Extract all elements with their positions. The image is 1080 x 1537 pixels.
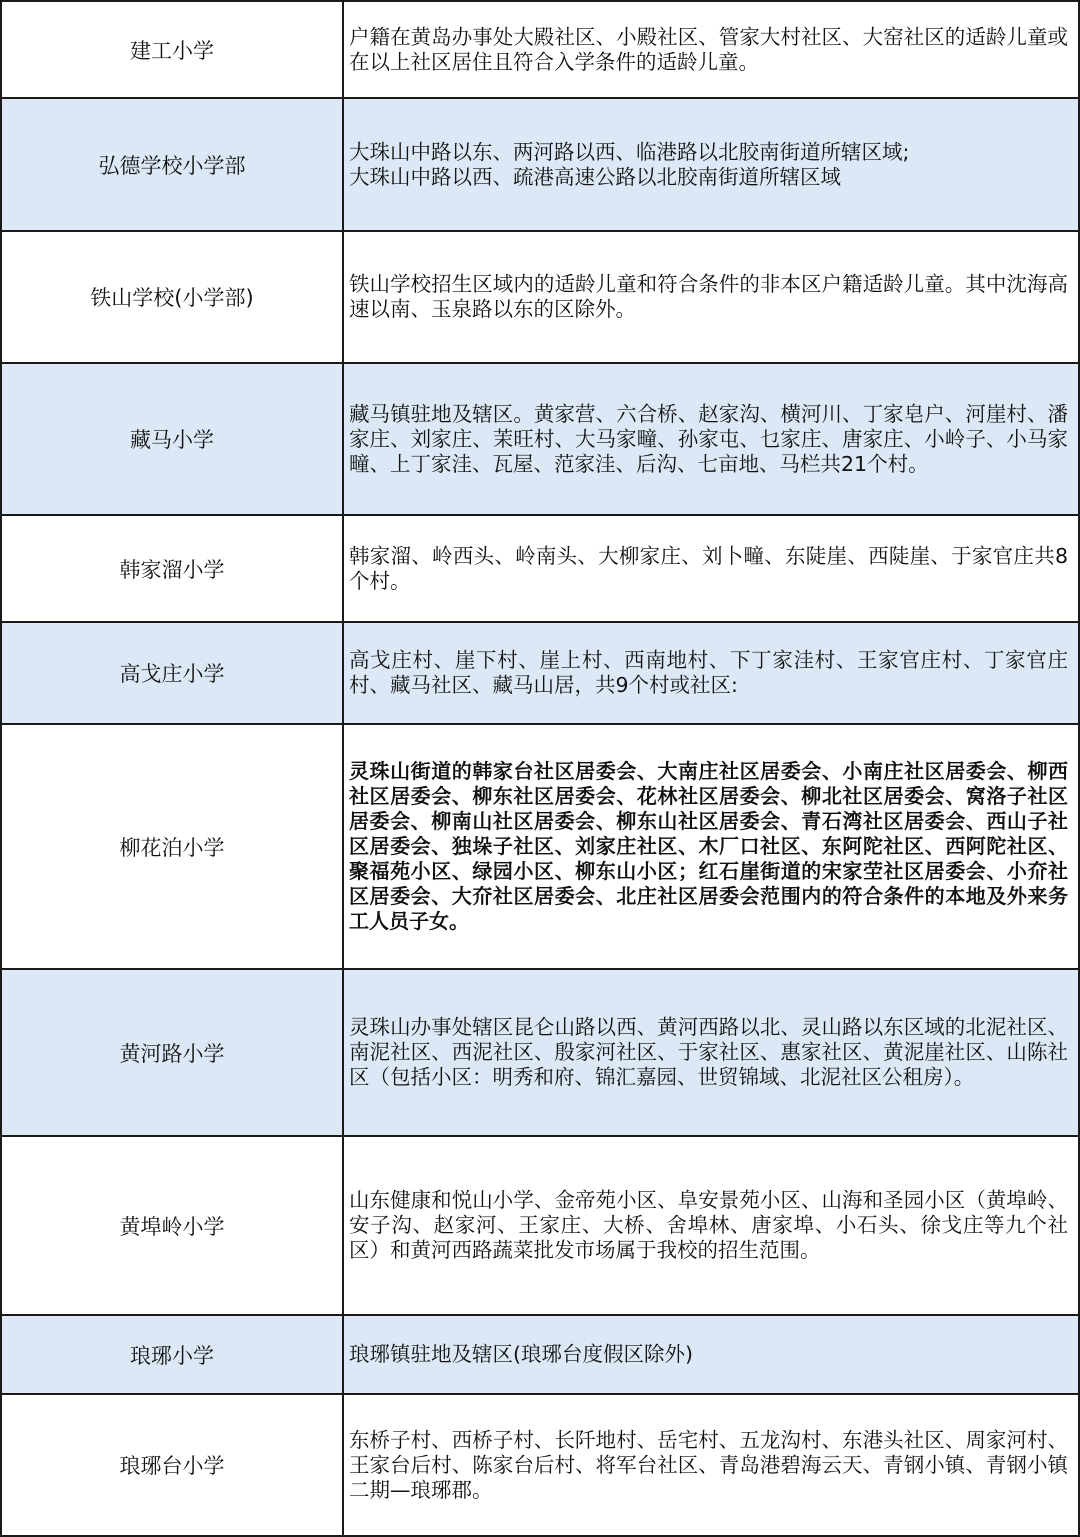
school-name-cell: 弘德学校小学部 (1, 98, 343, 231)
school-name-cell: 琅琊小学 (1, 1315, 343, 1394)
table-row (1, 1394, 1079, 1536)
enrollment-area-cell: 藏马镇驻地及辖区。黄家营、六合桥、赵家沟、横河川、丁家皂户、河崖村、潘家庄、刘家庄、茉旺村、大马家疃、孙家屯、乜家庄、唐家庄、小岭子、小马家疃、上丁家洼、瓦屋、范家洼、后沟、七亩地、马栏共21个村。 (343, 363, 1079, 515)
table-row (1, 1315, 1079, 1394)
school-name-cell: 琅琊台小学 (1, 1394, 343, 1536)
school-name-cell: 黄埠岭小学 (1, 1136, 343, 1315)
enrollment-area-cell: 韩家溜、岭西头、岭南头、大柳家庄、刘卜疃、东陡崖、西陡崖、于家官庄共8个村。 (343, 515, 1079, 622)
school-name-cell: 高戈庄小学 (1, 622, 343, 724)
school-name-cell: 建工小学 (1, 1, 343, 98)
school-name-cell: 藏马小学 (1, 363, 343, 515)
enrollment-area-cell: 琅琊镇驻地及辖区(琅琊台度假区除外) (343, 1315, 1079, 1394)
school-name-cell: 黄河路小学 (1, 969, 343, 1136)
table-row (1, 622, 1079, 724)
enrollment-area-cell: 大珠山中路以东、两河路以西、临港路以北胶南街道所辖区域; 大珠山中路以西、疏港高速公路以北胶南街道所辖区域 (343, 98, 1079, 231)
table-row (1, 231, 1079, 363)
enrollment-area-cell: 高戈庄村、崖下村、崖上村、西南地村、下丁家洼村、王家官庄村、丁家官庄村、藏马社区、藏马山居，共9个村或社区: (343, 622, 1079, 724)
table-row (1, 515, 1079, 622)
table-row (1, 1, 1079, 98)
school-name-cell: 韩家溜小学 (1, 515, 343, 622)
school-name-cell: 柳花泊小学 (1, 724, 343, 969)
school-name-cell: 铁山学校(小学部) (1, 231, 343, 363)
enrollment-area-cell: 灵珠山街道的韩家台社区居委会、大南庄社区居委会、小南庄社区居委会、柳西社区居委会、柳东社区居委会、花林社区居委会、柳北社区居委会、窝洛子社区居委会、柳南山社区居委会、柳东山社区居委会、青石湾社区居委会、西山子社区居委会、独垛子社区、刘家庄社区、木厂口社区、东阿陀社区、西阿陀社区、聚福苑小区、绿园小区、柳东山小区；红石崖街道的宋家茔社区居委会、小夼社区居委会、大夼社区居委会、北庄社区居委会范围内的符合条件的本地及外来务工人员子女。 (343, 724, 1079, 969)
enrollment-area-cell: 灵珠山办事处辖区昆仑山路以西、黄河西路以北、灵山路以东区域的北泥社区、南泥社区、西泥社区、殷家河社区、于家社区、惠家社区、黄泥崖社区、山陈社区（包括小区：明秀和府、锦汇嘉园、世贸锦域、北泥社区公租房）。 (343, 969, 1079, 1136)
table-row (1, 363, 1079, 515)
table-row (1, 969, 1079, 1136)
enrollment-area-cell: 户籍在黄岛办事处大殿社区、小殿社区、管家大村社区、大窑社区的适龄儿童或在以上社区居住且符合入学条件的适龄儿童。 (343, 1, 1079, 98)
table-row (1, 98, 1079, 231)
table-row (1, 724, 1079, 969)
enrollment-area-cell: 铁山学校招生区域内的适龄儿童和符合条件的非本区户籍适龄儿童。其中沈海高速以南、玉泉路以东的区除外。 (343, 231, 1079, 363)
table-row (1, 1136, 1079, 1315)
enrollment-area-cell: 山东健康和悦山小学、金帝苑小区、阜安景苑小区、山海和圣园小区（黄埠岭、安子沟、赵家河、王家庄、大桥、舍埠林、唐家埠、小石头、徐戈庄等九个社区）和黄河西路蔬菜批发市场属于我校的招生范围。 (343, 1136, 1079, 1315)
enrollment-area-cell: 东桥子村、西桥子村、长阡地村、岳宅村、五龙沟村、东港头社区、周家河村、王家台后村、陈家台后村、将军台社区、青岛港碧海云天、青钢小镇、青钢小镇二期—琅琊郡。 (343, 1394, 1079, 1536)
